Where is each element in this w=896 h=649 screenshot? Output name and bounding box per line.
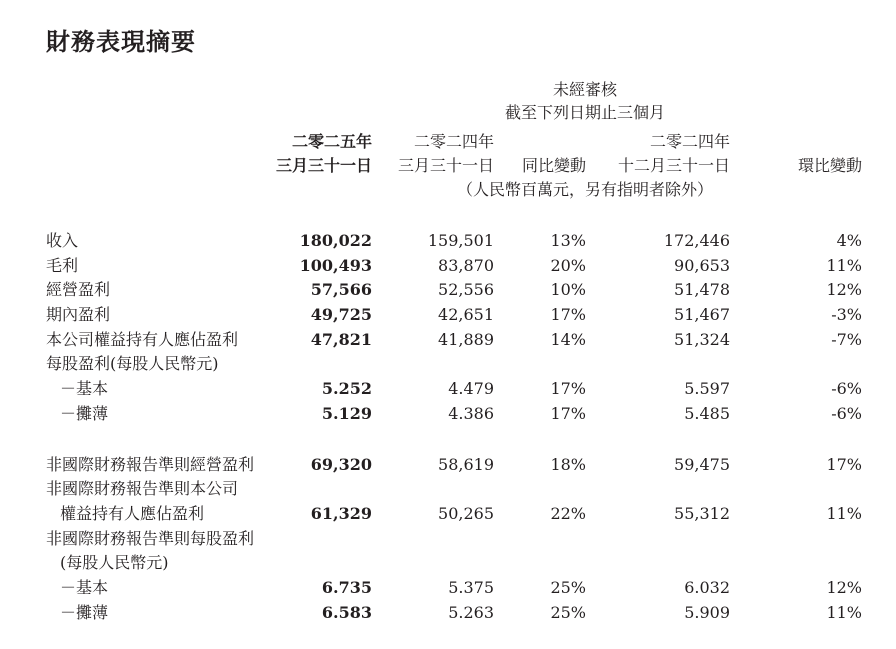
value-yoy-change: 17% (550, 403, 586, 423)
row-label: 本公司權益持有人應佔盈利 (46, 329, 239, 349)
col2-header-date: 三月三十一日 (397, 156, 494, 175)
value-2024q1: 83,870 (438, 255, 494, 275)
value-2024q1: 4.386 (448, 403, 494, 423)
value-2024q1: 5.263 (448, 602, 494, 622)
value-qoq-change: 12% (826, 280, 862, 300)
table-row (0, 254, 896, 279)
value-qoq-change: 17% (826, 454, 862, 474)
table-spacer-row (0, 427, 896, 453)
value-yoy-change: 22% (550, 503, 586, 523)
page-title: 財務表現摘要 (46, 28, 196, 56)
table-row (0, 377, 896, 402)
row-label: 權益持有人應佔盈利 (60, 503, 205, 523)
value-2024q1: 52,556 (438, 280, 494, 300)
value-yoy-change: 14% (550, 329, 586, 349)
col2-header-year: 二零二四年 (413, 132, 494, 151)
value-2025q1: 5.129 (321, 403, 372, 423)
table-row (0, 576, 896, 601)
value-2024q1: 50,265 (438, 503, 494, 523)
value-2024q4: 51,324 (674, 329, 730, 349)
table-row (0, 229, 896, 254)
value-2025q1: 47,821 (310, 329, 372, 349)
value-2024q1: 5.375 (448, 577, 494, 597)
value-2024q4: 6.032 (684, 577, 730, 597)
value-qoq-change: -3% (831, 305, 862, 325)
row-label: 非國際財務報告準則經營盈利 (46, 454, 255, 474)
value-2024q4: 90,653 (674, 255, 730, 275)
value-2024q4: 55,312 (674, 503, 730, 523)
value-2025q1: 49,725 (310, 305, 372, 325)
row-label: 經營盈利 (46, 280, 111, 300)
value-qoq-change: 11% (826, 602, 862, 622)
table-row (0, 502, 896, 527)
table-row (0, 303, 896, 328)
value-qoq-change: -6% (831, 403, 862, 423)
row-label: 毛利 (46, 255, 79, 275)
row-label: 期內盈利 (46, 305, 111, 325)
table-row (0, 601, 896, 626)
value-2024q1: 41,889 (438, 329, 494, 349)
value-2024q4: 51,478 (674, 280, 730, 300)
row-label: 非國際財務報告準則本公司 (46, 479, 239, 499)
value-2025q1: 5.252 (321, 379, 372, 399)
value-2024q1: 58,619 (438, 454, 494, 474)
value-yoy-change: 25% (550, 602, 586, 622)
col1-header-year: 二零二五年 (291, 132, 372, 151)
row-label: －攤薄 (60, 602, 109, 622)
table-row (0, 402, 896, 427)
table-row (0, 278, 896, 303)
value-qoq-change: 12% (826, 577, 862, 597)
col4-header-date: 十二月三十一日 (617, 156, 730, 175)
financial-table (0, 229, 896, 625)
value-2024q1: 42,651 (438, 305, 494, 325)
row-label: (每股人民幣元) (60, 553, 169, 573)
value-yoy-change: 25% (550, 577, 586, 597)
value-2025q1: 100,493 (299, 255, 372, 275)
value-2025q1: 57,566 (310, 280, 372, 300)
row-label: 收入 (46, 231, 79, 250)
value-2024q4: 172,446 (663, 231, 730, 250)
value-2025q1: 6.583 (321, 602, 372, 622)
value-2024q1: 4.479 (448, 379, 494, 399)
value-yoy-change: 17% (550, 379, 586, 399)
value-2025q1: 69,320 (310, 454, 372, 474)
table-row (0, 328, 896, 353)
value-2024q4: 5.909 (684, 602, 730, 622)
value-2024q4: 5.485 (684, 403, 730, 423)
value-2024q4: 5.597 (684, 379, 730, 399)
table-row (0, 352, 896, 377)
value-yoy-change: 10% (550, 280, 586, 300)
col4-header-year: 二零二四年 (649, 132, 730, 151)
value-qoq-change: 4% (836, 231, 862, 250)
value-2024q1: 159,501 (427, 231, 494, 250)
value-yoy-change: 20% (550, 255, 586, 275)
value-yoy-change: 18% (550, 454, 586, 474)
value-2024q4: 51,467 (674, 305, 730, 325)
row-label: －攤薄 (60, 403, 109, 423)
value-yoy-change: 13% (550, 231, 586, 250)
value-qoq-change: -7% (831, 329, 862, 349)
table-row (0, 477, 896, 502)
row-label: 每股盈利(每股人民幣元) (46, 354, 219, 374)
value-qoq-change: 11% (826, 255, 862, 275)
units-note: （人民幣百萬元，另有指明者除外） (456, 180, 713, 199)
table-row (0, 527, 896, 552)
audit-status-header: 未經審核 (552, 80, 617, 99)
value-yoy-change: 17% (550, 305, 586, 325)
value-qoq-change: 11% (826, 503, 862, 523)
row-label: －基本 (60, 577, 109, 597)
value-2025q1: 6.735 (321, 577, 372, 597)
value-2024q4: 59,475 (674, 454, 730, 474)
value-2025q1: 61,329 (310, 503, 372, 523)
col1-header-date: 三月三十一日 (275, 156, 372, 175)
table-row (0, 551, 896, 576)
period-header: 截至下列日期止三個月 (504, 103, 665, 122)
col5-header-qoq: 環比變動 (797, 156, 862, 175)
row-label: －基本 (60, 379, 109, 399)
value-2025q1: 180,022 (299, 231, 372, 250)
col3-header-yoy: 同比變動 (521, 156, 586, 175)
row-label: 非國際財務報告準則每股盈利 (46, 528, 255, 548)
value-qoq-change: -6% (831, 379, 862, 399)
table-row (0, 453, 896, 478)
